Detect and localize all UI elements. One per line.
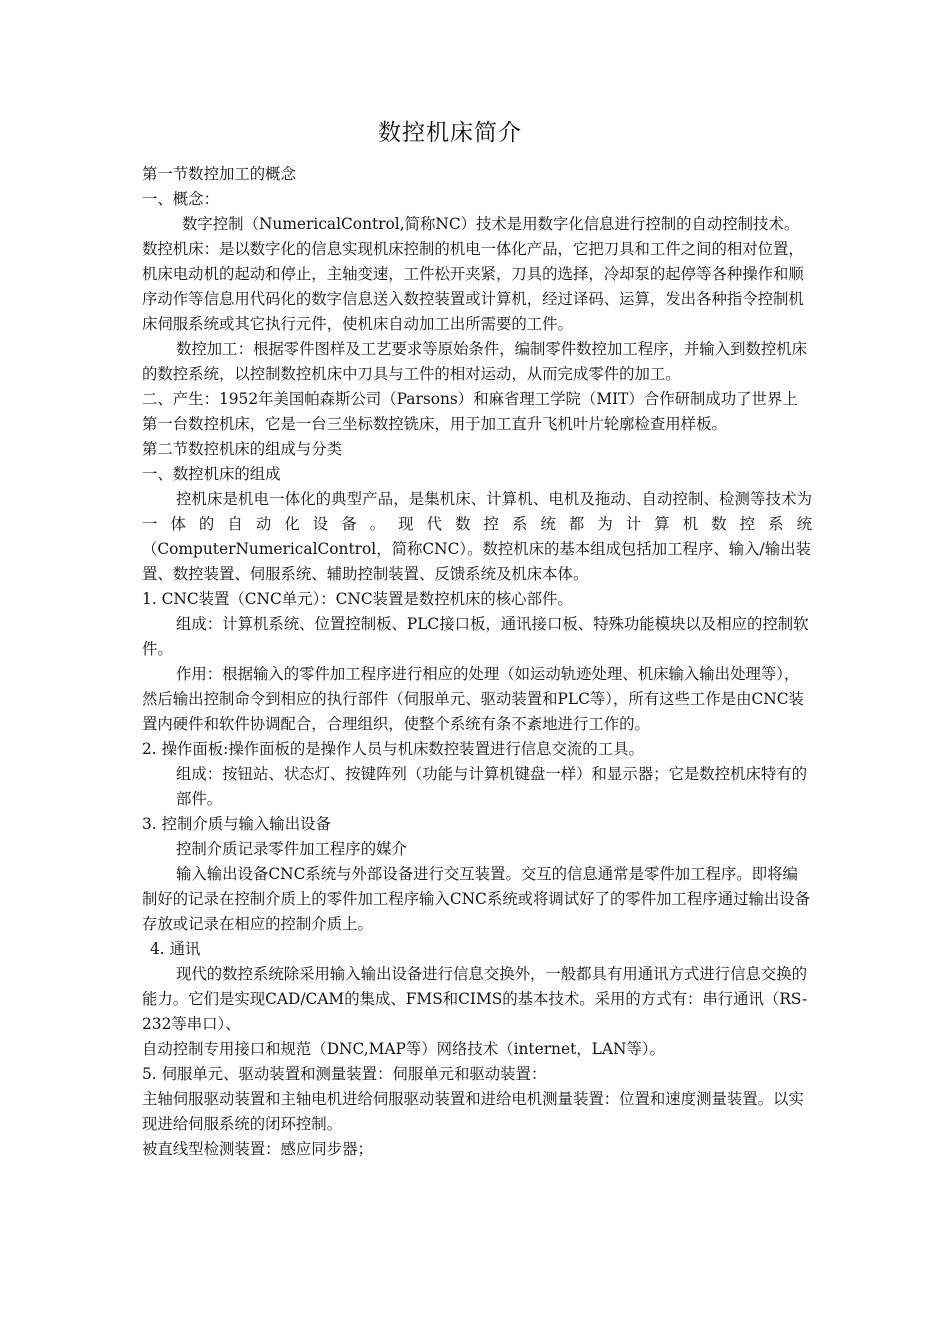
numbered-item: 4. 通讯 — [150, 940, 201, 958]
section-heading: 第二节数控机床的组成与分类 — [142, 440, 343, 458]
paragraph: 主轴伺服驱动装置和主轴电机进给伺服驱动装置和进给电机测量装置：位置和速度测量装置。以实现进给伺服系统的闭环控制。 — [142, 1090, 804, 1133]
paragraph: 组成：按钮站、状态灯、按键阵列（功能与计算机键盘一样）和显示器；它是数控机床特有的部件。 — [176, 765, 808, 808]
paragraph: 输入输出设备CNC系统与外部设备进行交互装置。交互的信息通常是零件加工程序。即将编制好的记录在控制介质上的零件加工程序输入CNC系统或将调试好了的零件加工程序通过输出设备存放或记录在相应的控制介质上。 — [142, 865, 811, 933]
document-body — [142, 162, 812, 1162]
paragraph: 被直线型检测装置：感应同步器； — [142, 1140, 373, 1158]
paragraph: 作用：根据输入的零件加工程序进行相应的处理（如运动轨迹处理、机床输入输出处理等），然后输出控制命令到相应的执行部件（伺服单元、驱动装置和PLC等），所有这些工作是由CNC装置内硬件和软件协调配合，合理组织，使整个系统有条不紊地进行工作的。 — [142, 665, 804, 733]
paragraph: 控机床是机电一体化的典型产品，是集机床、计算机、电机及拖动、自动控制、检测等技术为一体的自动化设备。现代数控系统都为计算机数控系统 — [142, 490, 812, 533]
paragraph: 二、产生：1952年美国帕森斯公司（Parsons）和麻省理工学院（MIT）合作研制成功了世界上第一台数控机床，它是一台三坐标数控铣床，用于加工直升飞机叶片轮廓检查用样板。 — [142, 390, 798, 433]
paragraph: （ComputerNumericalControl，简称CNC）。数控机床的基本组成包括加工程序、输入/输出装置、数控装置、伺服系统、辅助控制装置、反馈系统及机床本体。 — [142, 540, 811, 583]
section-heading: 第一节数控加工的概念 — [142, 165, 296, 183]
paragraph: 自动控制专用接口和规范（DNC,MAP等）网络技术（internet，LAN等）。 — [142, 1040, 665, 1058]
numbered-item: 1. CNC装置（CNC单元）：CNC装置是数控机床的核心部件。 — [142, 590, 573, 608]
paragraph: 数控加工：根据零件图样及工艺要求等原始条件，编制零件数控加工程序，并输入到数控机床的数控系统，以控制数控机床中刀具与工件的相对运动，从而完成零件的加工。 — [142, 340, 808, 383]
document-title: 数控机床简介 — [378, 120, 522, 146]
subsection-heading: 一、数控机床的组成 — [142, 465, 281, 483]
paragraph: 控制介质记录零件加工程序的媒介 — [176, 840, 407, 858]
numbered-item: 3. 控制介质与输入输出设备 — [142, 815, 331, 833]
numbered-item: 5. 伺服单元、驱动装置和测量装置：伺服单元和驱动装置： — [142, 1065, 547, 1083]
paragraph: 组成：计算机系统、位置控制板、PLC接口板，通讯接口板、特殊功能模块以及相应的控制软件。 — [142, 615, 809, 658]
numbered-item: 2. 操作面板:操作面板的是操作人员与机床数控装置进行信息交流的工具。 — [142, 740, 644, 758]
paragraph: 现代的数控系统除采用输入输出设备进行信息交换外，一般都具有用通讯方式进行信息交换的能力。它们是实现CAD/CAM的集成、FMS和CIMS的基本技术。采用的方式有：串行通讯（RS-232等串口）、 — [142, 965, 808, 1033]
paragraph: 数字控制（NumericalControl,简称NC）技术是用数字化信息进行控制的自动控制技术。数控机床：是以数字化的信息实现机床控制的机电一体化产品，它把刀具和工件之间的相对位置，机床电动机的起动和停止，主轴变速，工件松开夹紧，刀具的选择，冷却泵的起停等各种操作和顺序动作等信息用代码化的数字信息送入数控装置或计算机，经过译码、运算，发出各种指令控制机床伺服系统或其它执行元件，使机床自动加工出所需要的工件。 — [142, 215, 804, 333]
subsection-heading: 一、概念： — [142, 190, 219, 208]
